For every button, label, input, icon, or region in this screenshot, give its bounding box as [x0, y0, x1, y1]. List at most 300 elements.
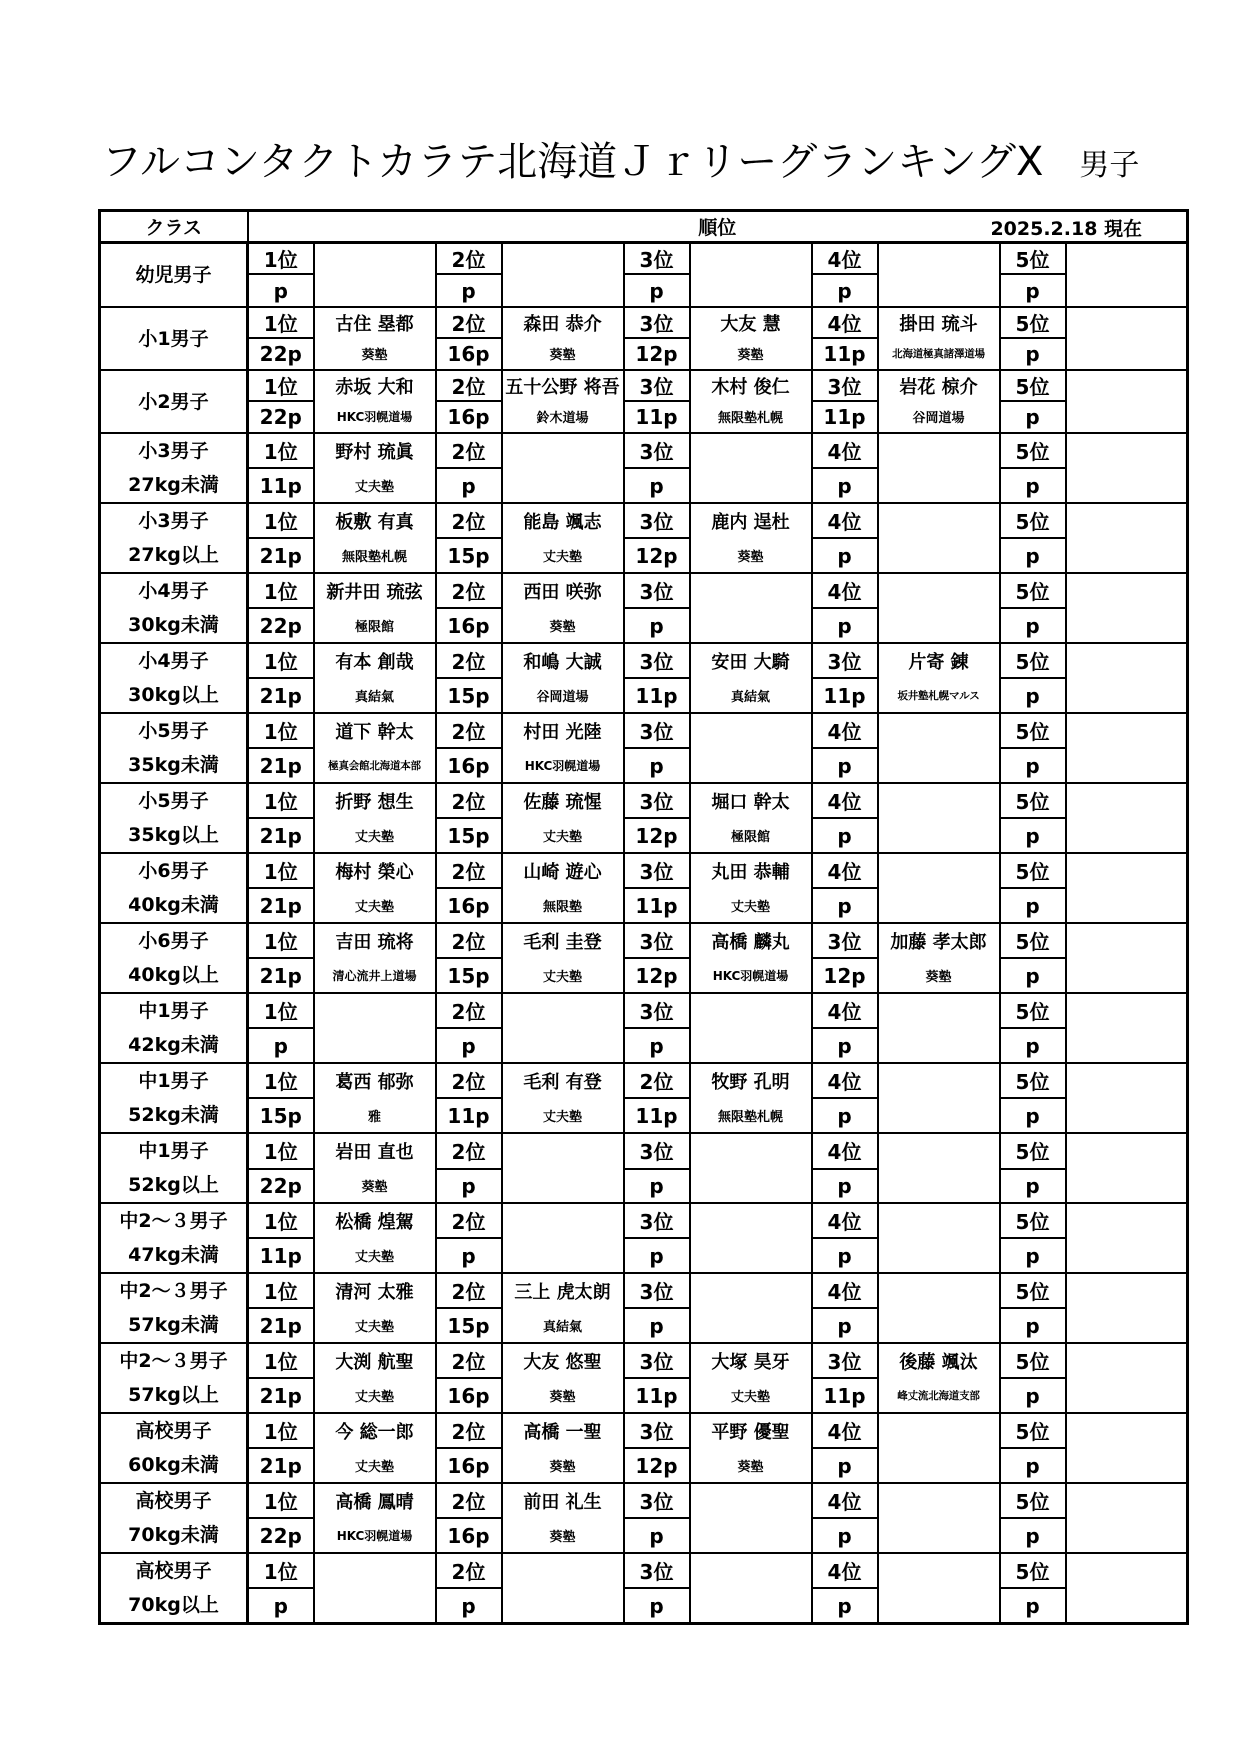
- points: 11p: [624, 1098, 690, 1133]
- athlete-name: [690, 1553, 812, 1588]
- athlete-name: 後藤 颯汰: [878, 1343, 1000, 1378]
- dojo-name: 丈夫塾: [502, 538, 624, 573]
- rank-position: 3位: [624, 573, 690, 608]
- dojo-name: [878, 1448, 1000, 1483]
- athlete-name: 能島 颯志: [502, 503, 624, 538]
- athlete-name: [1066, 573, 1188, 608]
- table-row: [100, 370, 1188, 401]
- points: p: [624, 1308, 690, 1343]
- rank-position: 2位: [436, 243, 502, 275]
- table-row: [100, 1553, 1188, 1588]
- points: p: [812, 1588, 878, 1623]
- athlete-name: 五十公野 将吾: [502, 370, 624, 401]
- points: p: [1000, 1308, 1066, 1343]
- rank-position: 2位: [624, 1063, 690, 1098]
- class-cell: [100, 1273, 248, 1343]
- athlete-name: [1066, 1553, 1188, 1588]
- dojo-name: [1066, 608, 1188, 643]
- rank-position: 2位: [436, 573, 502, 608]
- rank-position: 2位: [436, 1413, 502, 1448]
- rank-position: 1位: [248, 573, 314, 608]
- points: 16p: [436, 748, 502, 783]
- points: 11p: [436, 1098, 502, 1133]
- points: 11p: [624, 678, 690, 713]
- class-name: 小5男子: [138, 790, 209, 812]
- dojo-name: [878, 538, 1000, 573]
- table-row-sub: [100, 1378, 1188, 1413]
- points: 21p: [248, 678, 314, 713]
- weight-class: 57kg未満: [128, 1314, 219, 1336]
- weight-class: 27kg未満: [128, 474, 219, 496]
- dojo-name: 葵塾: [502, 1448, 624, 1483]
- points: p: [1000, 1448, 1066, 1483]
- rank-position: 3位: [624, 1483, 690, 1518]
- dojo-name: 無限塾札幌: [314, 538, 436, 573]
- dojo-name: [878, 1238, 1000, 1273]
- rank-position: 1位: [248, 1273, 314, 1308]
- class-name: 中1男子: [138, 1000, 209, 1022]
- dojo-name: HKC羽幌道場: [690, 958, 812, 993]
- points: p: [812, 1028, 878, 1063]
- as-of-date: 2025.2.18 現在: [990, 218, 1143, 240]
- athlete-name: 掛田 琉斗: [878, 307, 1000, 338]
- dojo-name: [1066, 538, 1188, 573]
- rank-position: 3位: [624, 1133, 690, 1169]
- points: 11p: [812, 338, 878, 370]
- dojo-name: 葵塾: [502, 1378, 624, 1413]
- table-row: [100, 993, 1188, 1028]
- weight-class: 40kg以上: [128, 964, 219, 986]
- dojo-name: 丈夫塾: [690, 1378, 812, 1413]
- class-name: 中2～３男子: [119, 1280, 228, 1302]
- points: p: [812, 538, 878, 573]
- athlete-name: [1066, 643, 1188, 678]
- rank-position: 5位: [1000, 307, 1066, 338]
- points: p: [624, 1028, 690, 1063]
- dojo-name: [878, 1098, 1000, 1133]
- athlete-name: [690, 993, 812, 1028]
- athlete-name: [690, 1133, 812, 1169]
- rank-position: 1位: [248, 1413, 314, 1448]
- page-title: [0, 130, 1241, 187]
- class-cell: [100, 370, 248, 433]
- dojo-name: [690, 1518, 812, 1553]
- rank-position: 1位: [248, 1203, 314, 1238]
- dojo-name: 真結氣: [502, 1308, 624, 1343]
- points: 21p: [248, 888, 314, 923]
- athlete-name: 牧野 孔明: [690, 1063, 812, 1098]
- rank-position: 5位: [1000, 923, 1066, 958]
- rank-position: 2位: [436, 307, 502, 338]
- points: p: [1000, 888, 1066, 923]
- athlete-name: [1066, 503, 1188, 538]
- points: p: [624, 608, 690, 643]
- athlete-name: [1066, 853, 1188, 888]
- athlete-name: [878, 993, 1000, 1028]
- dojo-name: [690, 1588, 812, 1623]
- dojo-name: 丈夫塾: [314, 1238, 436, 1273]
- table-row-sub: [100, 1518, 1188, 1553]
- points: p: [624, 1588, 690, 1623]
- points: 12p: [624, 1448, 690, 1483]
- weight-class: 70kg以上: [128, 1594, 219, 1616]
- points: p: [812, 1238, 878, 1273]
- athlete-name: [314, 993, 436, 1028]
- athlete-name: 葛西 郁弥: [314, 1063, 436, 1098]
- rank-position: 5位: [1000, 1553, 1066, 1588]
- points: 12p: [624, 818, 690, 853]
- points: p: [1000, 1378, 1066, 1413]
- points: 16p: [436, 338, 502, 370]
- points: p: [1000, 608, 1066, 643]
- dojo-name: [690, 1308, 812, 1343]
- points: p: [248, 1588, 314, 1623]
- athlete-name: [1066, 1483, 1188, 1518]
- rank-position: 4位: [812, 713, 878, 748]
- dojo-name: [878, 274, 1000, 307]
- class-name: 小3男子: [138, 510, 209, 532]
- page-title-main: フルコンタクトカラテ北海道ＪｒリーグランキングX: [101, 139, 1044, 185]
- table-row: [100, 1063, 1188, 1098]
- points: p: [624, 468, 690, 503]
- table-row: [100, 853, 1188, 888]
- class-name: 高校男子: [135, 1420, 212, 1442]
- athlete-name: [1066, 243, 1188, 275]
- table-row-sub: [100, 888, 1188, 923]
- table-row-sub: [100, 1448, 1188, 1483]
- table-row: [100, 307, 1188, 338]
- athlete-name: [1066, 370, 1188, 401]
- rank-position: 2位: [436, 643, 502, 678]
- athlete-name: [502, 243, 624, 275]
- dojo-name: 葵塾: [502, 1518, 624, 1553]
- dojo-name: [1066, 274, 1188, 307]
- dojo-name: 極限館: [690, 818, 812, 853]
- athlete-name: [878, 1063, 1000, 1098]
- athlete-name: [502, 1133, 624, 1169]
- dojo-name: [878, 1308, 1000, 1343]
- athlete-name: 大渕 航聖: [314, 1343, 436, 1378]
- athlete-name: [690, 573, 812, 608]
- dojo-name: 丈夫塾: [314, 1448, 436, 1483]
- athlete-name: [502, 433, 624, 468]
- athlete-name: 毛利 圭登: [502, 923, 624, 958]
- table-row: [100, 1133, 1188, 1169]
- dojo-name: [314, 1588, 436, 1623]
- dojo-name: 丈夫塾: [314, 818, 436, 853]
- rank-position: 4位: [812, 853, 878, 888]
- dojo-name: [878, 608, 1000, 643]
- dojo-name: 葵塾: [690, 538, 812, 573]
- dojo-name: 坂井塾札幌マルス: [878, 678, 1000, 713]
- athlete-name: 山崎 遊心: [502, 853, 624, 888]
- points: p: [436, 468, 502, 503]
- dojo-name: [502, 1169, 624, 1203]
- athlete-name: 木村 俊仁: [690, 370, 812, 401]
- class-cell: [100, 1343, 248, 1413]
- points: p: [812, 1308, 878, 1343]
- dojo-name: 無限塾札幌: [690, 401, 812, 433]
- points: p: [812, 608, 878, 643]
- athlete-name: 道下 幹太: [314, 713, 436, 748]
- points: 11p: [624, 888, 690, 923]
- dojo-name: 丈夫塾: [690, 888, 812, 923]
- athlete-name: [878, 433, 1000, 468]
- athlete-name: [1066, 433, 1188, 468]
- athlete-name: 新井田 琉弦: [314, 573, 436, 608]
- dojo-name: 谷岡道場: [878, 401, 1000, 433]
- rank-position: 4位: [812, 783, 878, 818]
- points: p: [812, 1518, 878, 1553]
- rank-position: 4位: [812, 573, 878, 608]
- rank-position: 3位: [624, 783, 690, 818]
- table-row-sub: [100, 1308, 1188, 1343]
- dojo-name: [690, 1028, 812, 1063]
- rank-position: 5位: [1000, 1343, 1066, 1378]
- dojo-name: 極限館: [314, 608, 436, 643]
- athlete-name: [878, 853, 1000, 888]
- athlete-name: 丸田 恭輔: [690, 853, 812, 888]
- class-name: 高校男子: [135, 1490, 212, 1512]
- rank-position: 4位: [812, 1203, 878, 1238]
- points: p: [1000, 748, 1066, 783]
- dojo-name: [1066, 1308, 1188, 1343]
- dojo-name: [1066, 748, 1188, 783]
- rank-position: 4位: [812, 993, 878, 1028]
- dojo-name: 葵塾: [690, 338, 812, 370]
- dojo-name: [1066, 338, 1188, 370]
- table-row: [100, 433, 1188, 468]
- athlete-name: 今 総一郎: [314, 1413, 436, 1448]
- rank-position: 5位: [1000, 433, 1066, 468]
- points: 21p: [248, 748, 314, 783]
- rank-position: 5位: [1000, 713, 1066, 748]
- points: p: [624, 1518, 690, 1553]
- table-row: [100, 923, 1188, 958]
- table-row: [100, 243, 1188, 275]
- points: 15p: [436, 678, 502, 713]
- points: 16p: [436, 1448, 502, 1483]
- rank-position: 5位: [1000, 573, 1066, 608]
- points: 11p: [812, 678, 878, 713]
- athlete-name: 森田 恭介: [502, 307, 624, 338]
- points: p: [436, 1169, 502, 1203]
- rank-position: 1位: [248, 1553, 314, 1588]
- rank-position: 5位: [1000, 370, 1066, 401]
- athlete-name: 加藤 孝太郎: [878, 923, 1000, 958]
- points: p: [1000, 274, 1066, 307]
- class-name: 小1男子: [138, 327, 209, 350]
- class-name: 小5男子: [138, 720, 209, 742]
- dojo-name: [1066, 888, 1188, 923]
- points: p: [1000, 1238, 1066, 1273]
- dojo-name: 無限塾札幌: [690, 1098, 812, 1133]
- table-row: [100, 1203, 1188, 1238]
- athlete-name: [690, 1483, 812, 1518]
- class-name: 中1男子: [138, 1140, 209, 1162]
- class-cell: [100, 1133, 248, 1203]
- weight-class: 35kg以上: [128, 824, 219, 846]
- points: 16p: [436, 1518, 502, 1553]
- athlete-name: 安田 大騎: [690, 643, 812, 678]
- rank-position: 3位: [624, 1553, 690, 1588]
- rank-position: 3位: [624, 853, 690, 888]
- points: p: [812, 1169, 878, 1203]
- athlete-name: 村田 光陸: [502, 713, 624, 748]
- table-row: [100, 1413, 1188, 1448]
- dojo-name: [878, 468, 1000, 503]
- athlete-name: [1066, 783, 1188, 818]
- rank-position: 1位: [248, 370, 314, 401]
- dojo-name: 雅: [314, 1098, 436, 1133]
- athlete-name: [878, 1483, 1000, 1518]
- dojo-name: [878, 748, 1000, 783]
- dojo-name: [1066, 468, 1188, 503]
- rank-position: 1位: [248, 307, 314, 338]
- rank-position: 2位: [436, 503, 502, 538]
- points: 16p: [436, 888, 502, 923]
- dojo-name: HKC羽幌道場: [314, 1518, 436, 1553]
- points: 22p: [248, 1518, 314, 1553]
- rank-position: 3位: [624, 713, 690, 748]
- dojo-name: [502, 1028, 624, 1063]
- rank-position: 2位: [436, 1063, 502, 1098]
- athlete-name: [878, 713, 1000, 748]
- dojo-name: 谷岡道場: [502, 678, 624, 713]
- athlete-name: 高橋 麟丸: [690, 923, 812, 958]
- rank-position: 5位: [1000, 853, 1066, 888]
- weight-class: 52kg未満: [128, 1104, 219, 1126]
- class-cell: [100, 1553, 248, 1624]
- dojo-name: 極真会館北海道本部: [314, 748, 436, 783]
- class-cell: [100, 713, 248, 783]
- dojo-name: [502, 274, 624, 307]
- table-row-sub: [100, 1588, 1188, 1623]
- athlete-name: [314, 243, 436, 275]
- table-row-sub: [100, 1028, 1188, 1063]
- points: p: [812, 468, 878, 503]
- dojo-name: [1066, 1028, 1188, 1063]
- points: p: [1000, 958, 1066, 993]
- dojo-name: 丈夫塾: [314, 1378, 436, 1413]
- weight-class: 30kg未満: [128, 614, 219, 636]
- points: 15p: [436, 958, 502, 993]
- rank-position: 1位: [248, 643, 314, 678]
- table-row-sub: [100, 748, 1188, 783]
- rank-position: 1位: [248, 433, 314, 468]
- points: p: [436, 1028, 502, 1063]
- points: p: [1000, 401, 1066, 433]
- dojo-name: [1066, 1238, 1188, 1273]
- athlete-name: 鹿内 逞杜: [690, 503, 812, 538]
- athlete-name: 三上 虎太朗: [502, 1273, 624, 1308]
- dojo-name: [690, 468, 812, 503]
- rank-header-label: 順位: [698, 217, 737, 239]
- rank-position: 5位: [1000, 1273, 1066, 1308]
- class-cell: [100, 503, 248, 573]
- class-name: 小6男子: [138, 930, 209, 952]
- rank-position: 5位: [1000, 503, 1066, 538]
- athlete-name: [878, 1133, 1000, 1169]
- dojo-name: [690, 274, 812, 307]
- dojo-name: [878, 1588, 1000, 1623]
- dojo-name: [690, 1238, 812, 1273]
- athlete-name: 高橋 一聖: [502, 1413, 624, 1448]
- weight-class: 42kg未満: [128, 1034, 219, 1056]
- class-cell: [100, 1063, 248, 1133]
- rank-position: 2位: [436, 1343, 502, 1378]
- dojo-name: [878, 818, 1000, 853]
- points: p: [624, 1238, 690, 1273]
- rank-position: 1位: [248, 1483, 314, 1518]
- athlete-name: 佐藤 琉惺: [502, 783, 624, 818]
- dojo-name: HKC羽幌道場: [502, 748, 624, 783]
- table-row-sub: [100, 1238, 1188, 1273]
- points: 22p: [248, 401, 314, 433]
- dojo-name: [1066, 401, 1188, 433]
- rank-position: 5位: [1000, 783, 1066, 818]
- rank-position: 3位: [624, 1203, 690, 1238]
- points: 21p: [248, 1378, 314, 1413]
- class-cell: [100, 923, 248, 993]
- points: 21p: [248, 818, 314, 853]
- points: p: [1000, 1169, 1066, 1203]
- athlete-name: [502, 1553, 624, 1588]
- table-row-sub: [100, 274, 1188, 307]
- points: p: [1000, 1098, 1066, 1133]
- ranking-table: [98, 209, 1189, 1625]
- points: p: [812, 274, 878, 307]
- athlete-name: [1066, 713, 1188, 748]
- points: p: [624, 1169, 690, 1203]
- table-row-sub: [100, 958, 1188, 993]
- dojo-name: [878, 1518, 1000, 1553]
- dojo-name: HKC羽幌道場: [314, 401, 436, 433]
- athlete-name: 前田 礼生: [502, 1483, 624, 1518]
- athlete-name: [690, 1273, 812, 1308]
- points: 12p: [624, 338, 690, 370]
- rank-position: 1位: [248, 713, 314, 748]
- points: p: [812, 818, 878, 853]
- weight-class: 30kg以上: [128, 684, 219, 706]
- dojo-name: 丈夫塾: [314, 888, 436, 923]
- athlete-name: [878, 1203, 1000, 1238]
- points: p: [812, 1448, 878, 1483]
- rank-position: 1位: [248, 783, 314, 818]
- dojo-name: 葵塾: [502, 338, 624, 370]
- points: p: [1000, 1028, 1066, 1063]
- table-row-sub: [100, 401, 1188, 433]
- athlete-name: 松橋 煌駕: [314, 1203, 436, 1238]
- rank-position: 5位: [1000, 1203, 1066, 1238]
- rank-position: 4位: [812, 1483, 878, 1518]
- class-cell: [100, 853, 248, 923]
- points: 21p: [248, 1448, 314, 1483]
- rank-position: 2位: [436, 1133, 502, 1169]
- dojo-name: [1066, 958, 1188, 993]
- class-name: 小4男子: [138, 650, 209, 672]
- table-row: [100, 1273, 1188, 1308]
- points: 12p: [624, 538, 690, 573]
- athlete-name: 板敷 有真: [314, 503, 436, 538]
- points: 11p: [248, 468, 314, 503]
- table-row-sub: [100, 818, 1188, 853]
- dojo-name: 丈夫塾: [502, 1098, 624, 1133]
- points: p: [624, 274, 690, 307]
- rank-position: 1位: [248, 853, 314, 888]
- dojo-name: [1066, 1098, 1188, 1133]
- rank-position: 5位: [1000, 1413, 1066, 1448]
